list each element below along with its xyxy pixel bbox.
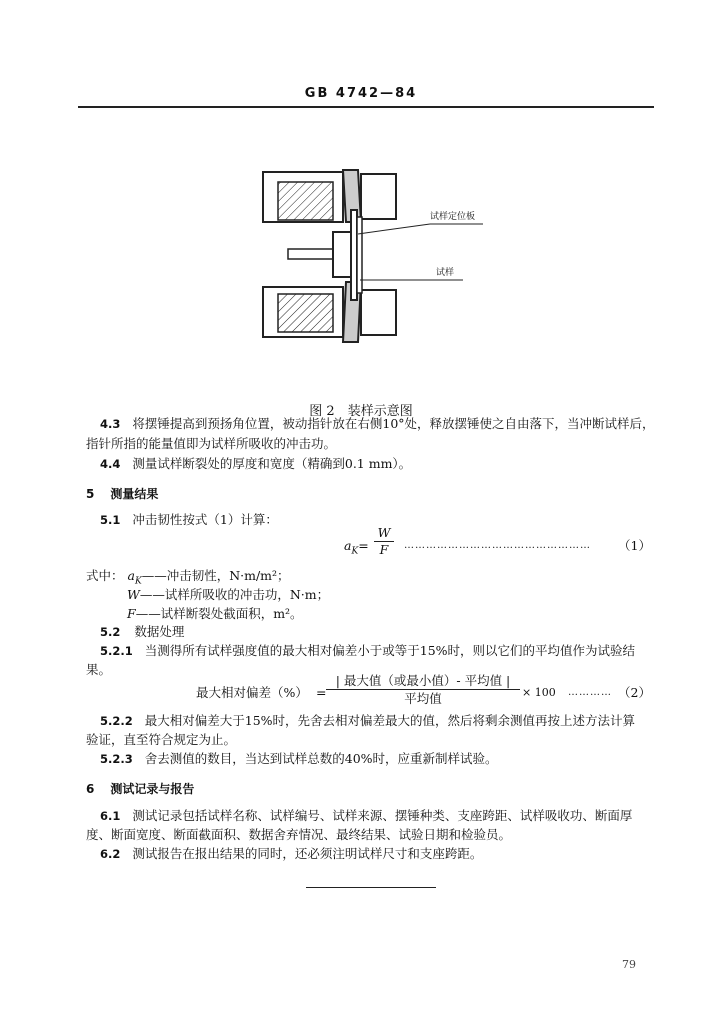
- label-specimen: 试样: [436, 268, 455, 278]
- equation-1-lhs: [344, 536, 369, 562]
- paragraph-text: 测试报告在报出结果的同时，还必须注明试样尺寸和支座跨距。: [132, 846, 483, 861]
- section-number: 5.1: [100, 513, 121, 527]
- section-number: 5: [86, 487, 95, 501]
- where-line-2: [127, 585, 329, 605]
- section-4-4: [100, 454, 411, 474]
- section-4-3-line2: 指针所指的能量值即为试样所吸收的冲击功。: [86, 436, 337, 451]
- equation-1-number: （1）: [618, 538, 651, 553]
- figure-caption: 图 2 装样示意图: [309, 404, 413, 419]
- figure-drawing: [258, 162, 498, 347]
- section-5-2-1-line2: 果。: [86, 662, 112, 677]
- equation-2-multiplier: × 100: [522, 686, 556, 699]
- section-title: 测量结果: [110, 487, 159, 501]
- paragraph-text: 将摆锤提高到预扬角位置，被动指针放在右侧10°处，释放摆锤使之自由落下，当冲断试样后，: [132, 416, 655, 431]
- denominator: 平均值: [404, 691, 442, 706]
- paragraph-text: 最大相对偏差大于15%时，先舍去相对偏差最大的值，然后将剩余测值再按上述方法计算: [144, 713, 636, 728]
- denominator: F: [379, 542, 389, 557]
- section-6-2: [100, 844, 482, 864]
- section-number: 5.2: [100, 625, 121, 639]
- section-title: 数据处理: [134, 624, 185, 639]
- definition-text: ——试样所吸收的冲击功，N·m；: [139, 587, 330, 602]
- equation-1-fraction: [374, 525, 394, 558]
- section-5-2-3: [100, 749, 498, 769]
- label-locating-plate: 试样定位板: [430, 212, 476, 222]
- section-5-heading: [86, 484, 158, 504]
- section-5-1: [100, 510, 278, 530]
- section-5-2-2-line2: 验证，直至符合规定为止。: [86, 732, 237, 747]
- symbol-a: a: [127, 568, 135, 583]
- standard-header: GB 4742—84: [304, 86, 418, 101]
- section-number: 6.1: [100, 809, 121, 823]
- definition-text: ——试样断裂处截面积，m²。: [135, 606, 303, 621]
- section-number: 5.2.2: [100, 714, 133, 728]
- section-number: 4.3: [100, 417, 121, 431]
- subscript-k: K: [134, 576, 142, 587]
- equation-2-number: （2）: [618, 685, 651, 700]
- paragraph-text: 测量试样断裂处的厚度和宽度（精确到0.1 mm）。: [132, 456, 412, 471]
- section-4-3-line1: [100, 414, 655, 434]
- where-line-3: [127, 604, 303, 624]
- equals-sign: =: [358, 538, 369, 553]
- section-6-1-line2: 度、断面宽度、断面截面积、数据舍弃情况、最终结果、试验日期和检验员。: [86, 827, 512, 842]
- section-6-heading: [86, 779, 194, 799]
- symbol-w: W: [127, 587, 140, 602]
- symbol-f: F: [127, 606, 136, 621]
- paragraph-text: 测试记录包括试样名称、试样编号、试样来源、摆锤种类、支座跨距、试样吸收功、断面厚: [132, 808, 633, 823]
- page-number: 79: [622, 958, 636, 971]
- subscript-k: K: [351, 546, 359, 557]
- equation-2-equals: =: [316, 685, 327, 700]
- section-number: 5.2.1: [100, 644, 133, 658]
- equation-1-leader: ……………………………………………: [404, 540, 591, 551]
- paragraph-text: 冲击韧性按式（1）计算：: [132, 512, 278, 527]
- section-number: 6.2: [100, 847, 121, 861]
- section-5-2: [100, 622, 184, 642]
- numerator: W: [374, 525, 394, 542]
- where-prefix: 式中：: [86, 568, 124, 583]
- equation-2-lhs: 最大相对偏差（%）: [196, 685, 308, 700]
- equation-2-fraction: [326, 672, 520, 707]
- paragraph-text: 舍去测值的数目，当达到试样总数的40%时，应重新制样试验。: [144, 751, 498, 766]
- section-title: 测试记录与报告: [110, 782, 195, 796]
- section-5-2-2-line1: [100, 711, 635, 731]
- figure-mounting-diagram: [258, 162, 498, 351]
- section-6-1-line1: [100, 806, 632, 826]
- equation-2-leader: …………: [568, 687, 612, 698]
- paragraph-text: 当测得所有试样强度值的最大相对偏差小于或等于15%时，则以它们的平均值作为试验结: [144, 643, 636, 658]
- section-number: 5.2.3: [100, 752, 133, 766]
- numerator: | 最大值（或最小值）- 平均值 |: [326, 672, 520, 690]
- symbol-a: a: [344, 538, 352, 553]
- end-rule: [306, 887, 436, 888]
- header-rule: [78, 106, 654, 108]
- section-5-2-1-line1: [100, 641, 635, 661]
- section-number: 6: [86, 782, 95, 796]
- section-number: 4.4: [100, 457, 121, 471]
- definition-text: ——冲击韧性，N·m/m²；: [141, 568, 290, 583]
